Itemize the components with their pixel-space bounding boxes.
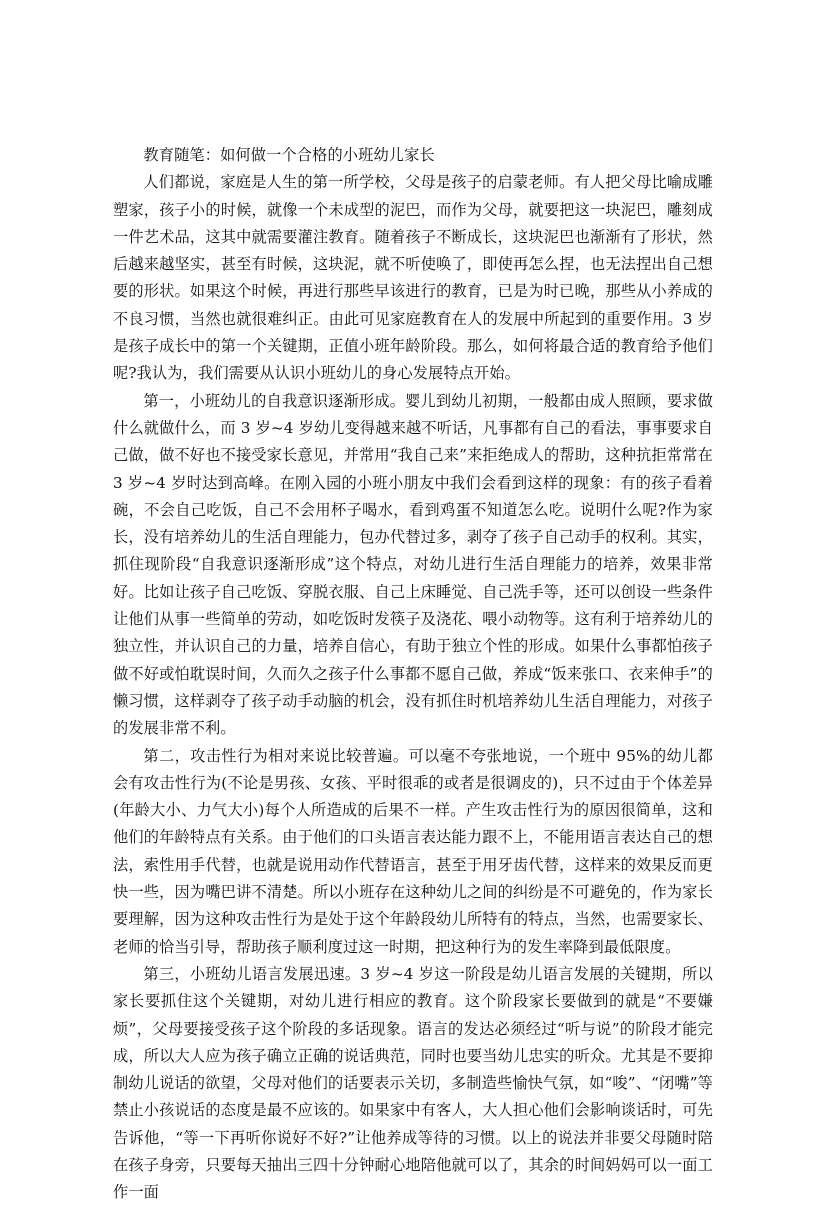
- document-body: [113, 142, 713, 1207]
- paragraph-third-point: 第三，小班幼儿语言发展迅速。3 岁~4 岁这一阶段是幼儿语言发展的关键期，所以家长要抓住这个关键期，对幼儿进行相应的教育。这个阶段家长要做到的就是“不要嫌烦”，父母要接受孩子这个阶段的多话现象。语言的发达必须经过“听与说”的阶段才能完成，所以大人应为孩子确立正确的说话典范，同时也要当幼儿忠实的听众。尤其是不要抑制幼儿说话的欲望，父母对他们的话要表示关切，多制造些愉快气氛，如“唆”、“闭嘴”等禁止小孩说话的态度是最不应该的。如果家中有客人，大人担心他们会影响谈话时，可先告诉他，“等一下再听你说好不好?”让他养成等待的习惯。以上的说法并非要父母随时陪在孩子身旁，只要每天抽出三四十分钟耐心地陪他就可以了，其余的时间妈妈可以一面工作一面: [113, 964, 713, 1202]
- paragraph-first-point: 第一，小班幼儿的自我意识逐渐形成。婴儿到幼儿初期，一般都由成人照顾，要求做什么就做什么，而 3 岁~4 岁幼儿变得越来越不听话，凡事都有自己的看法，事事要求自己做，做不好也不接受家长意见，并常用“我自己来”来拒绝成人的帮助，这种抗拒常常在 3 岁~4 岁时达到高峰。在刚入园的小班小朋友中我们会看到这样的现象：有的孩子看着碗，不会自己吃饭，自己不会用杯子喝水，看到鸡蛋不知道怎么吃。说明什么呢?作为家长，没有培养幼儿的生活自理能力，包办代替过多，剥夺了孩子自己动手的权利。其实，抓住现阶段“自我意识逐渐形成”这个特点，对幼儿进行生活自理能力的培养，效果非常好。比如让孩子自己吃饭、穿脱衣服、自己上床睡觉、自己洗手等，还可以创设一些条件让他们从事一些简单的劳动，如吃饭时发筷子及浇花、喂小动物等。这有利于培养幼儿的独立性，并认识自己的力量，培养自信心，有助于独立个性的形成。如果什么事都怕孩子做不好或怕耽误时间，久而久之孩子什么事都不愿自己做，养成“饭来张口、衣来伸手”的懒习惯，这样剥夺了孩子动手动脑的机会，没有抓住时机培养幼儿生活自理能力，对孩子的发展非常不利。: [113, 391, 713, 738]
- paragraph-intro: 人们都说，家庭是人生的第一所学校，父母是孩子的启蒙老师。有人把父母比喻成雕塑家，孩子小的时候，就像一个未成型的泥巴，而作为父母，就要把这一块泥巴，雕刻成一件艺术品，这其中就需要灌注教育。随着孩子不断成长，这块泥巴也渐渐有了形状，然后越来越坚实，甚至有时候，这块泥，就不听使唤了，即使再怎么捏，也无法捏出自己想要的形状。如果这个时候，再进行那些早该进行的教育，已是为时已晚，那些从小养成的不良习惯，当然也就很难纠正。由此可见家庭教育在人的发展中所起到的重要作用。3 岁是孩子成长中的第一个关键期，正值小班年龄阶段。那么，如何将最合适的教育给予他们呢?我认为，我们需要从认识小班幼儿的身心发展特点开始。: [113, 173, 713, 383]
- document-title: 教育随笔：如何做一个合格的小班幼儿家长: [143, 146, 435, 164]
- paragraph-second-point: 第二，攻击性行为相对来说比较普遍。可以毫不夸张地说，一个班中 95%的幼儿都会有攻击性行为(不论是男孩、女孩、平时很乖的或者是很调皮的)，只不过由于个体差异(年龄大小、力气大小)每个人所造成的后果不一样。产生攻击性行为的原因很简单，这和他们的年龄特点有关系。由于他们的口头语言表达能力跟不上，不能用语言表达自己的想法，索性用手代替，也就是说用动作代替语言，甚至于用牙齿代替，这样来的效果反而更快一些，因为嘴巴讲不清楚。所以小班存在这种幼儿之间的纠纷是不可避免的，作为家长要理解，因为这种攻击性行为是处于这个年龄段幼儿所特有的特点，当然，也需要家长、老师的恰当引导，帮助孩子顺利度过这一时期，把这种行为的发生率降到最低限度。: [113, 746, 713, 956]
